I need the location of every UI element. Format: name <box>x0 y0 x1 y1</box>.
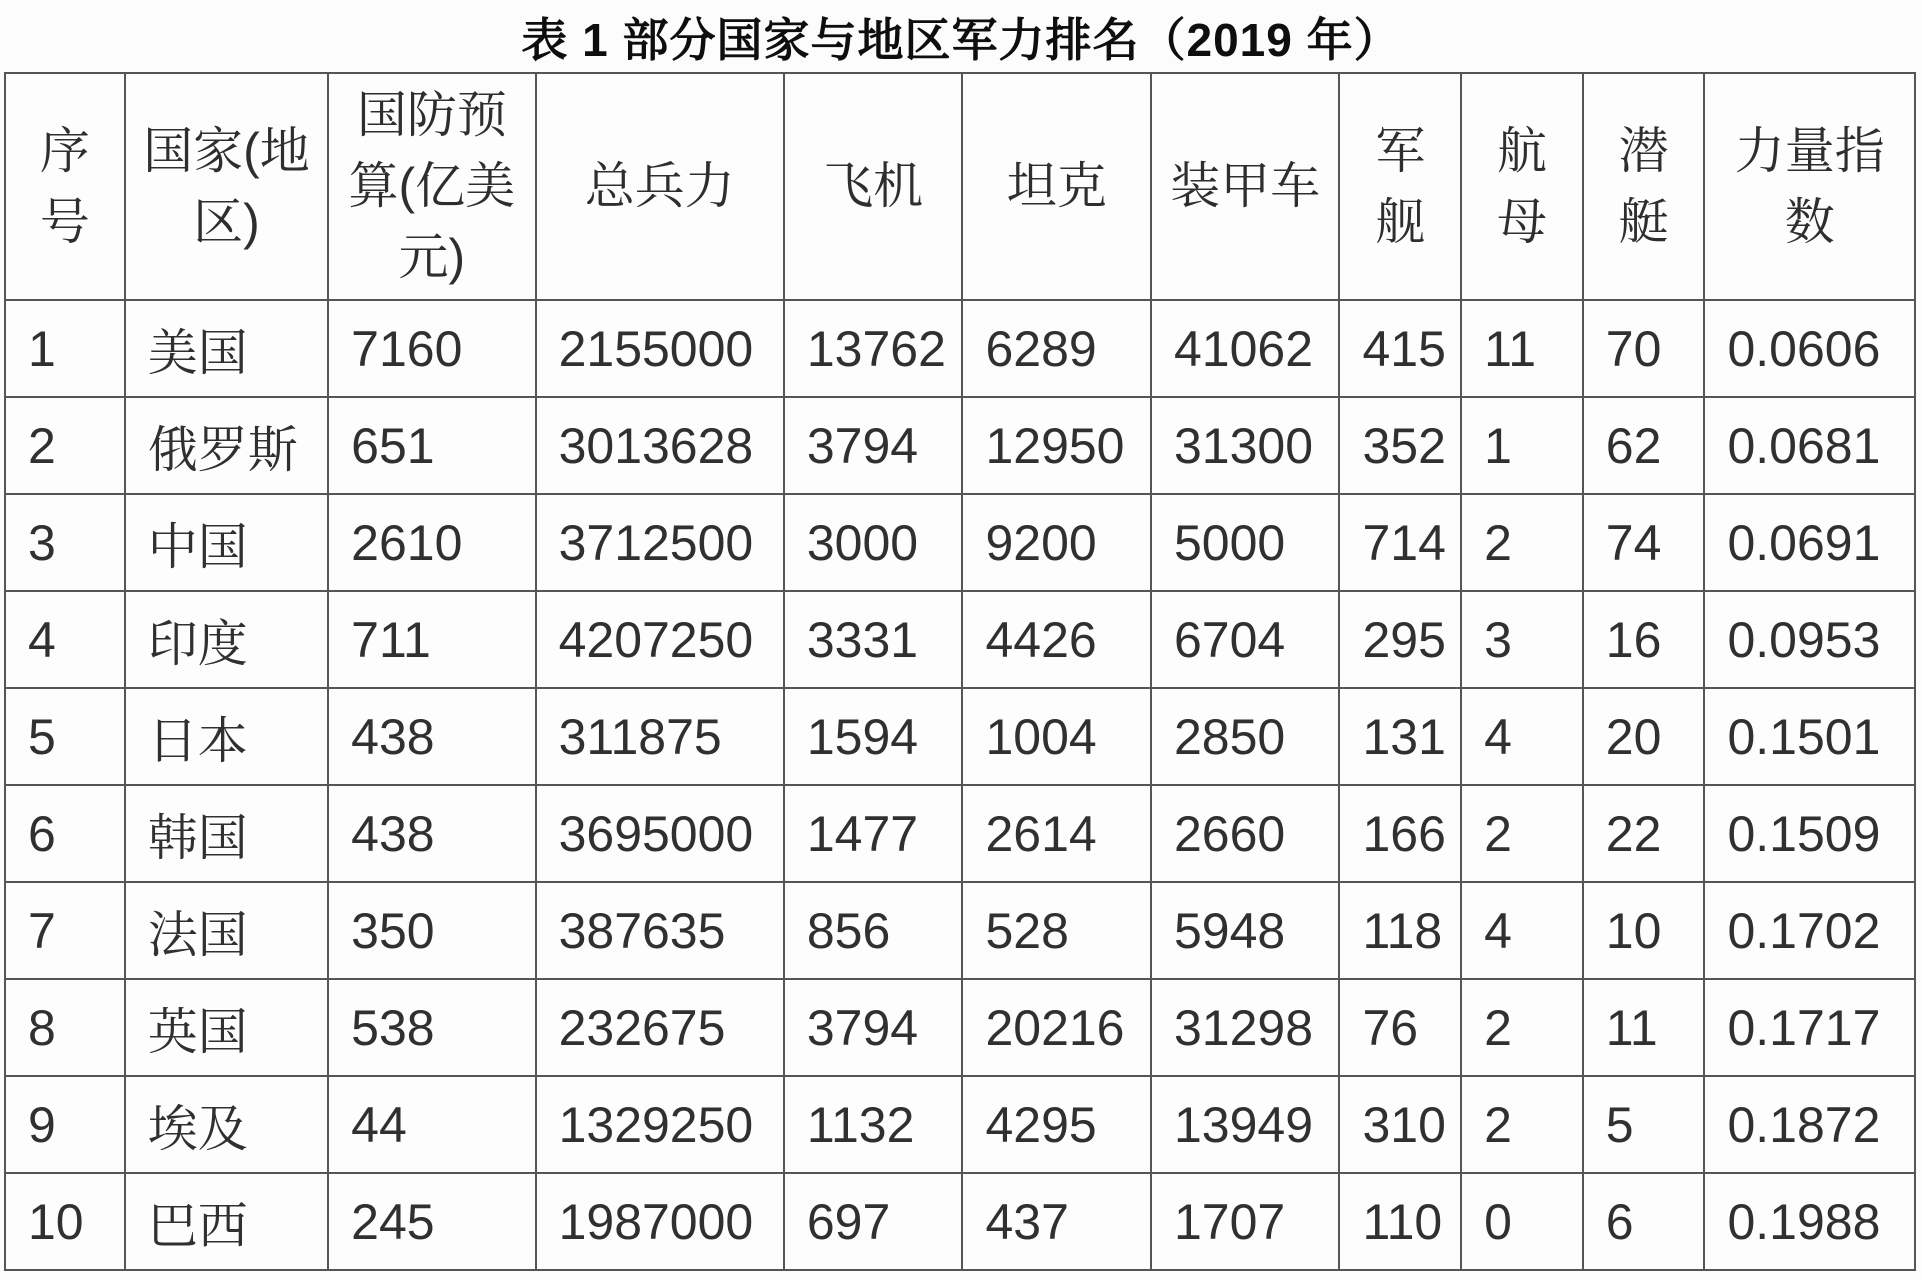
table-cell: 0.1717 <box>1704 979 1915 1076</box>
table-cell: 31300 <box>1151 397 1340 494</box>
table-cell: 1004 <box>962 688 1151 785</box>
table-cell: 4207250 <box>536 591 784 688</box>
military-ranking-table <box>4 72 1916 1271</box>
table-cell: 20216 <box>962 979 1151 1076</box>
table-cell: 日本 <box>125 688 328 785</box>
table-cell: 埃及 <box>125 1076 328 1173</box>
table-cell: 5000 <box>1151 494 1340 591</box>
table-cell: 166 <box>1339 785 1461 882</box>
table-cell: 5 <box>1583 1076 1705 1173</box>
table-cell: 311875 <box>536 688 784 785</box>
table-cell: 3794 <box>784 979 963 1076</box>
table-row <box>5 300 1915 397</box>
table-cell: 3 <box>5 494 125 591</box>
column-header: 总兵力 <box>536 73 784 300</box>
table-cell: 16 <box>1583 591 1705 688</box>
table-cell: 714 <box>1339 494 1461 591</box>
table-cell: 美国 <box>125 300 328 397</box>
table-cell: 5948 <box>1151 882 1340 979</box>
table-cell: 1132 <box>784 1076 963 1173</box>
table-row <box>5 979 1915 1076</box>
table-row <box>5 397 1915 494</box>
table-cell: 3331 <box>784 591 963 688</box>
column-header: 潜艇 <box>1583 73 1705 300</box>
table-cell: 8 <box>5 979 125 1076</box>
table-cell: 2 <box>1461 979 1583 1076</box>
table-cell: 22 <box>1583 785 1705 882</box>
table-cell: 13762 <box>784 300 963 397</box>
table-cell: 438 <box>328 688 535 785</box>
table-cell: 0.1509 <box>1704 785 1915 882</box>
table-cell: 12950 <box>962 397 1151 494</box>
table-cell: 10 <box>1583 882 1705 979</box>
table-cell: 0.0681 <box>1704 397 1915 494</box>
table-cell: 856 <box>784 882 963 979</box>
table-cell: 俄罗斯 <box>125 397 328 494</box>
table-cell: 31298 <box>1151 979 1340 1076</box>
table-cell: 295 <box>1339 591 1461 688</box>
table-row <box>5 591 1915 688</box>
table-body <box>5 300 1915 1270</box>
table-cell: 528 <box>962 882 1151 979</box>
table-cell: 1594 <box>784 688 963 785</box>
table-cell: 11 <box>1461 300 1583 397</box>
table-cell: 387635 <box>536 882 784 979</box>
table-cell: 10 <box>5 1173 125 1270</box>
table-title: 表 1 部分国家与地区军力排名（2019 年） <box>521 14 1401 66</box>
table-row <box>5 785 1915 882</box>
table-cell: 232675 <box>536 979 784 1076</box>
header-row <box>5 73 1915 300</box>
table-cell: 70 <box>1583 300 1705 397</box>
table-cell: 0.1988 <box>1704 1173 1915 1270</box>
table-cell: 0.1872 <box>1704 1076 1915 1173</box>
column-header: 装甲车 <box>1151 73 1340 300</box>
table-cell: 4 <box>5 591 125 688</box>
table-cell: 651 <box>328 397 535 494</box>
table-cell: 350 <box>328 882 535 979</box>
table-cell: 4426 <box>962 591 1151 688</box>
table-cell: 2 <box>1461 1076 1583 1173</box>
table-cell: 3712500 <box>536 494 784 591</box>
table-row <box>5 1173 1915 1270</box>
table-cell: 3 <box>1461 591 1583 688</box>
table-cell: 3794 <box>784 397 963 494</box>
table-cell: 6 <box>5 785 125 882</box>
column-header: 军舰 <box>1339 73 1461 300</box>
table-cell: 7 <box>5 882 125 979</box>
table-cell: 4295 <box>962 1076 1151 1173</box>
table-cell: 4 <box>1461 882 1583 979</box>
table-cell: 0.1702 <box>1704 882 1915 979</box>
table-cell: 法国 <box>125 882 328 979</box>
table-cell: 62 <box>1583 397 1705 494</box>
table-cell: 2155000 <box>536 300 784 397</box>
table-cell: 1329250 <box>536 1076 784 1173</box>
table-cell: 3000 <box>784 494 963 591</box>
table-cell: 巴西 <box>125 1173 328 1270</box>
table-row <box>5 494 1915 591</box>
table-cell: 352 <box>1339 397 1461 494</box>
table-cell: 110 <box>1339 1173 1461 1270</box>
table-cell: 4 <box>1461 688 1583 785</box>
table-cell: 中国 <box>125 494 328 591</box>
table-cell: 7160 <box>328 300 535 397</box>
table-cell: 118 <box>1339 882 1461 979</box>
table-cell: 0 <box>1461 1173 1583 1270</box>
table-cell: 6704 <box>1151 591 1340 688</box>
table-cell: 76 <box>1339 979 1461 1076</box>
table-cell: 44 <box>328 1076 535 1173</box>
column-header: 飞机 <box>784 73 963 300</box>
table-cell: 2610 <box>328 494 535 591</box>
table-row <box>5 688 1915 785</box>
table-cell: 2 <box>1461 494 1583 591</box>
table-cell: 1987000 <box>536 1173 784 1270</box>
table-cell: 1477 <box>784 785 963 882</box>
table-cell: 0.0953 <box>1704 591 1915 688</box>
table-cell: 0.0691 <box>1704 494 1915 591</box>
table-cell: 2614 <box>962 785 1151 882</box>
table-cell: 6289 <box>962 300 1151 397</box>
column-header: 力量指数 <box>1704 73 1915 300</box>
table-cell: 1 <box>5 300 125 397</box>
column-header: 国家(地区) <box>125 73 328 300</box>
table-cell: 3013628 <box>536 397 784 494</box>
column-header: 国防预算(亿美元) <box>328 73 535 300</box>
table-cell: 437 <box>962 1173 1151 1270</box>
table-cell: 英国 <box>125 979 328 1076</box>
column-header: 序号 <box>5 73 125 300</box>
table-cell: 438 <box>328 785 535 882</box>
table-cell: 74 <box>1583 494 1705 591</box>
table-cell: 20 <box>1583 688 1705 785</box>
table-cell: 3695000 <box>536 785 784 882</box>
table-cell: 6 <box>1583 1173 1705 1270</box>
table-cell: 310 <box>1339 1076 1461 1173</box>
table-cell: 711 <box>328 591 535 688</box>
table-cell: 11 <box>1583 979 1705 1076</box>
column-header: 坦克 <box>962 73 1151 300</box>
table-cell: 0.0606 <box>1704 300 1915 397</box>
table-header <box>5 73 1915 300</box>
table-cell: 41062 <box>1151 300 1340 397</box>
table-cell: 1 <box>1461 397 1583 494</box>
table-cell: 415 <box>1339 300 1461 397</box>
table-cell: 245 <box>328 1173 535 1270</box>
table-row <box>5 1076 1915 1173</box>
table-cell: 2 <box>1461 785 1583 882</box>
table-cell: 1707 <box>1151 1173 1340 1270</box>
table-cell: 697 <box>784 1173 963 1270</box>
table-cell: 2 <box>5 397 125 494</box>
table-cell: 9200 <box>962 494 1151 591</box>
table-cell: 韩国 <box>125 785 328 882</box>
table-cell: 印度 <box>125 591 328 688</box>
table-cell: 9 <box>5 1076 125 1173</box>
table-cell: 131 <box>1339 688 1461 785</box>
table-cell: 13949 <box>1151 1076 1340 1173</box>
table-cell: 2660 <box>1151 785 1340 882</box>
table-cell: 0.1501 <box>1704 688 1915 785</box>
table-cell: 2850 <box>1151 688 1340 785</box>
column-header: 航母 <box>1461 73 1583 300</box>
table-cell: 5 <box>5 688 125 785</box>
table-row <box>5 882 1915 979</box>
table-cell: 538 <box>328 979 535 1076</box>
